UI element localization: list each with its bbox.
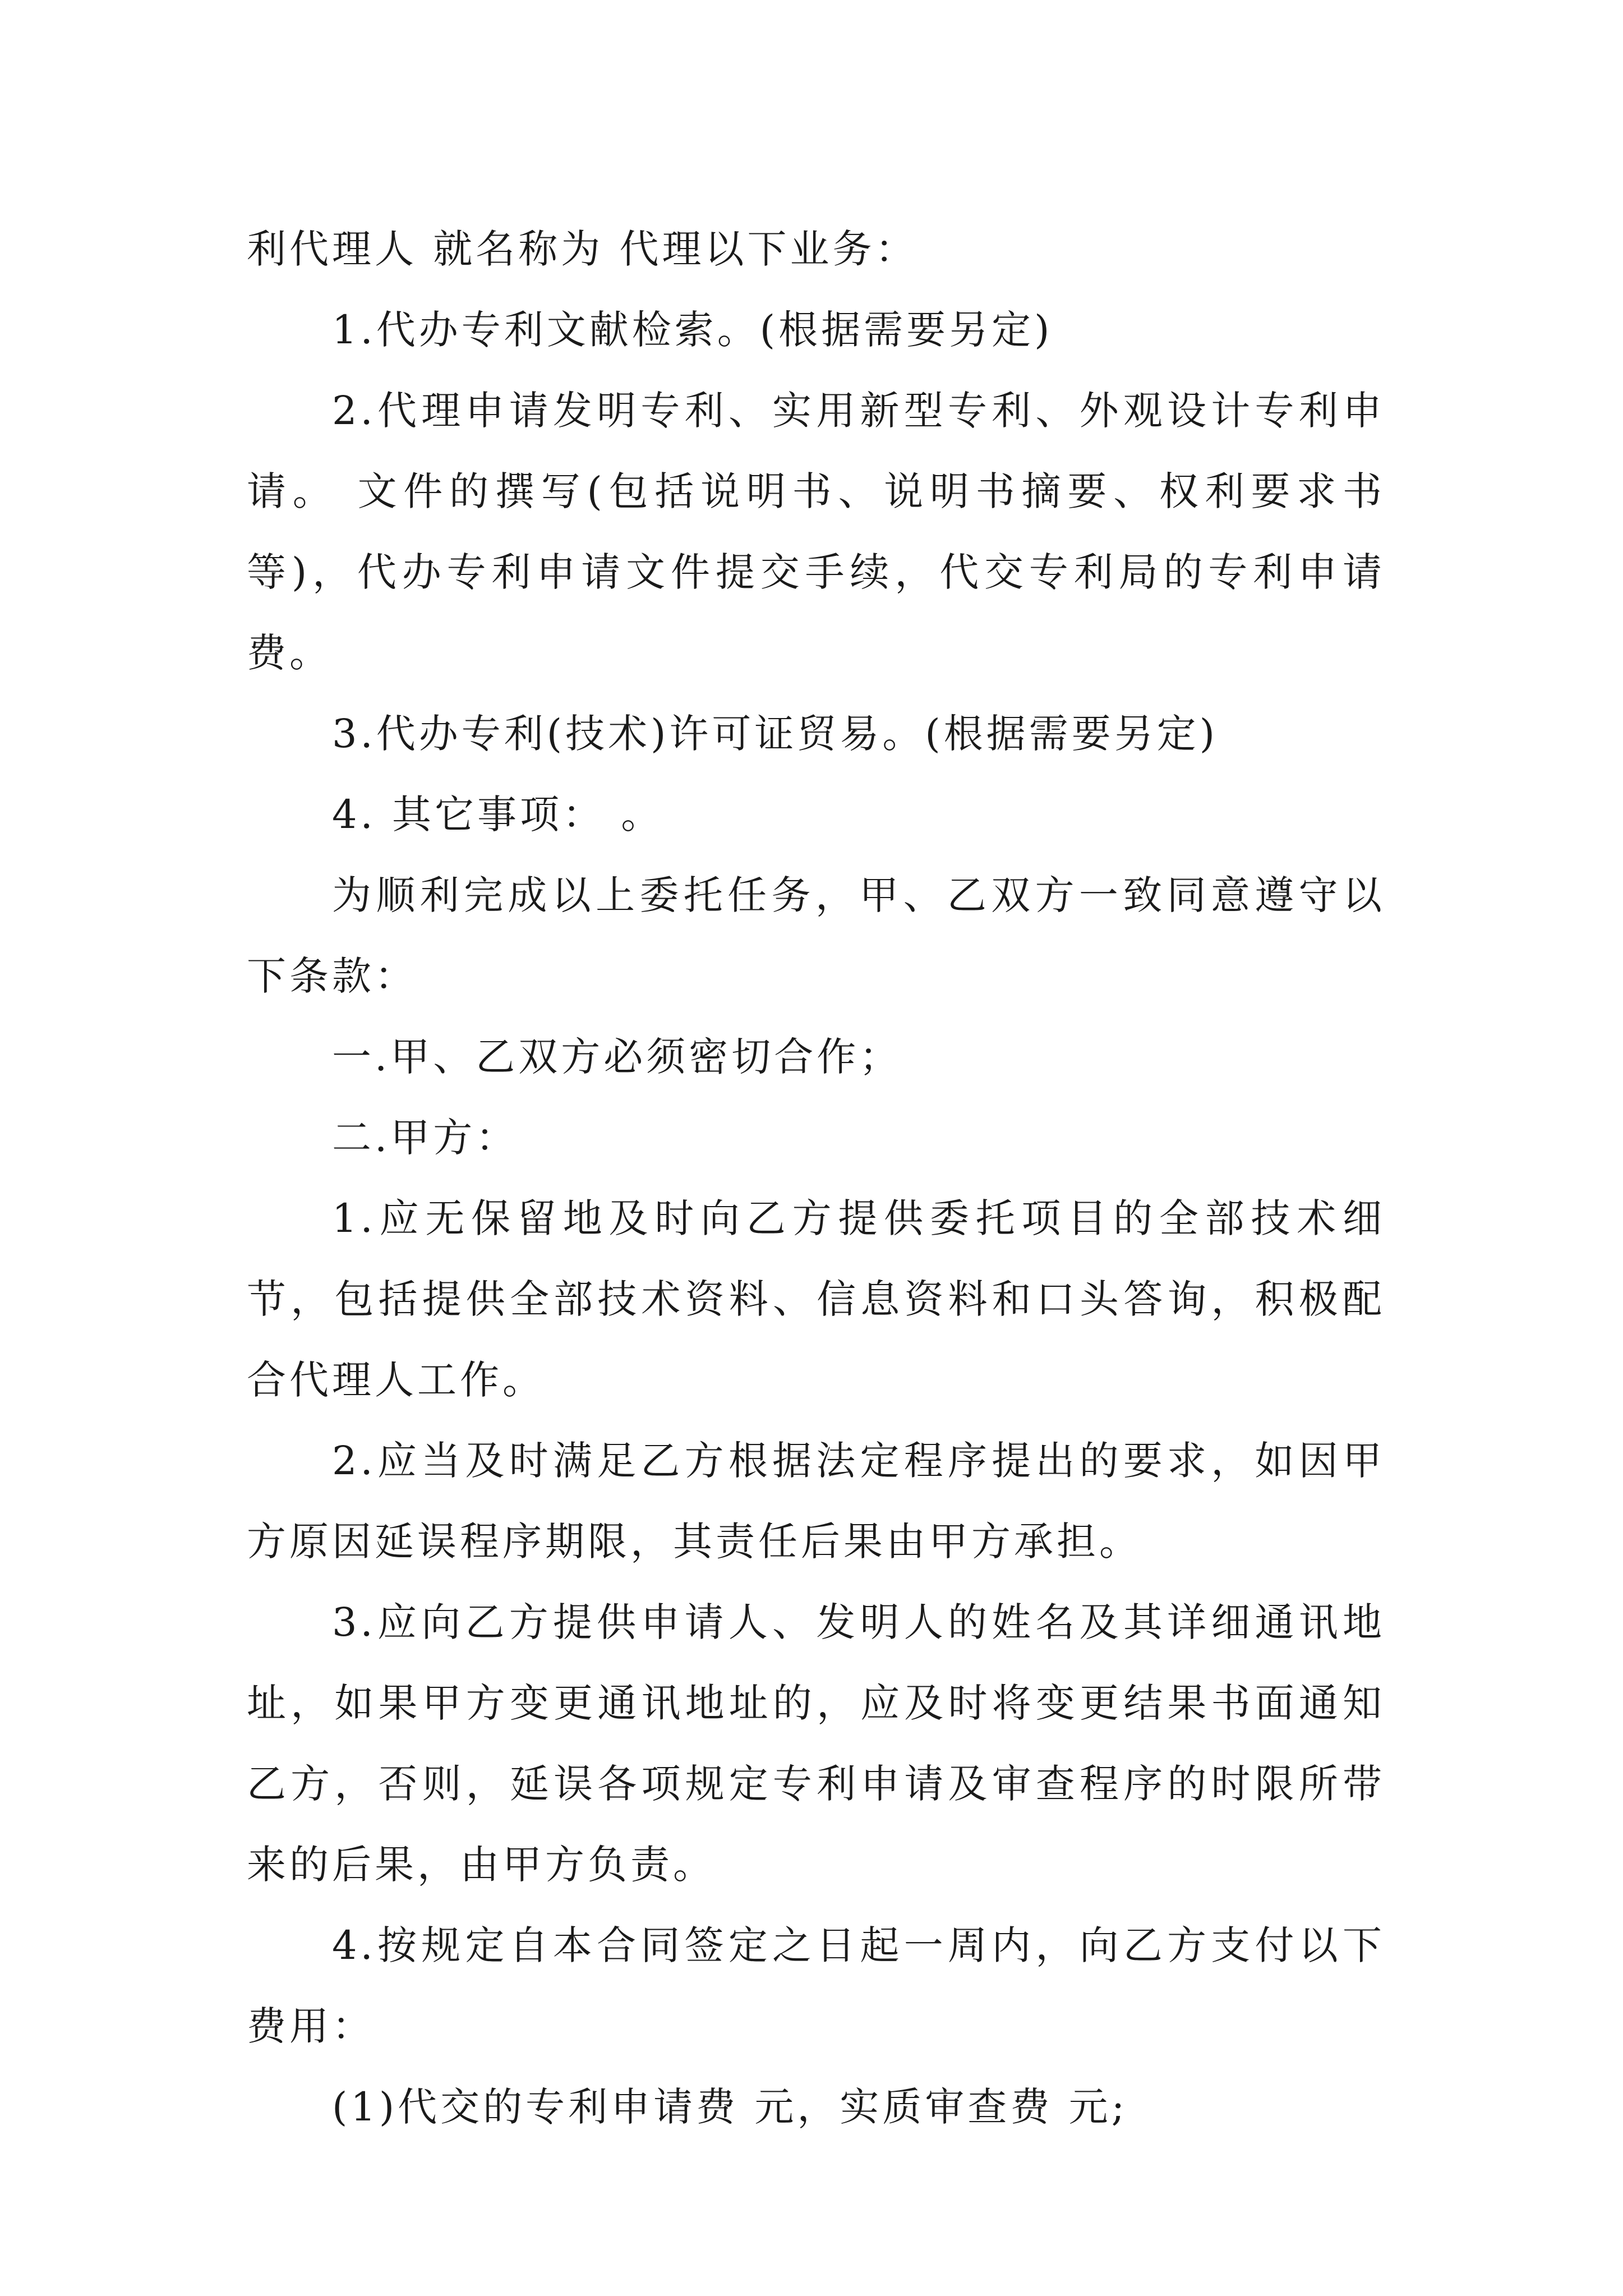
paragraph-11: 3.应向乙方提供申请人、发明人的姓名及其详细通讯地址，如果甲方变更通讯地址的，应及时将变更结果书面通知乙方，否则，延误各项规定专利申请及审查程序的时限所带来的后果，由甲方负责。	[247, 1599, 1385, 1888]
paragraph-6: 为顺利完成以上委托任务，甲、乙双方一致同意遵守以下条款：	[247, 872, 1385, 999]
paragraph-10: 2.应当及时满足乙方根据法定程序提出的要求，如因甲方原因延误程序期限，其责任后果由甲方承担。	[247, 1438, 1385, 1565]
paragraph-5: 4. 其它事项： 。	[332, 792, 664, 838]
paragraph-3: 2.代理申请发明专利、实用新型专利、外观设计专利申请。 文件的撰写(包括说明书、说明书摘要、权利要求书等)，代办专利申请文件提交手续，代交专利局的专利申请费。	[247, 388, 1385, 676]
paragraph-2: 1.代办专利文献检索。(根据需要另定)	[332, 307, 1053, 353]
paragraph-13: (1)代交的专利申请费 元，实质审查费 元;	[332, 2084, 1128, 2130]
paragraph-12: 4.按规定自本合同签定之日起一周内，向乙方支付以下费用：	[247, 1922, 1385, 2049]
paragraph-1: 利代理人 就名称为 代理以下业务：	[247, 226, 918, 272]
paragraph-8: 二.甲方：	[332, 1115, 519, 1161]
paragraph-9: 1.应无保留地及时向乙方提供委托项目的全部技术细节，包括提供全部技术资料、信息资料和口头答询，积极配合代理人工作。	[247, 1195, 1385, 1403]
document-body	[247, 209, 1385, 2147]
paragraph-7: 一.甲、乙双方必须密切合作；	[332, 1034, 902, 1080]
paragraph-4: 3.代办专利(技术)许可证贸易。(根据需要另定)	[332, 711, 1219, 757]
